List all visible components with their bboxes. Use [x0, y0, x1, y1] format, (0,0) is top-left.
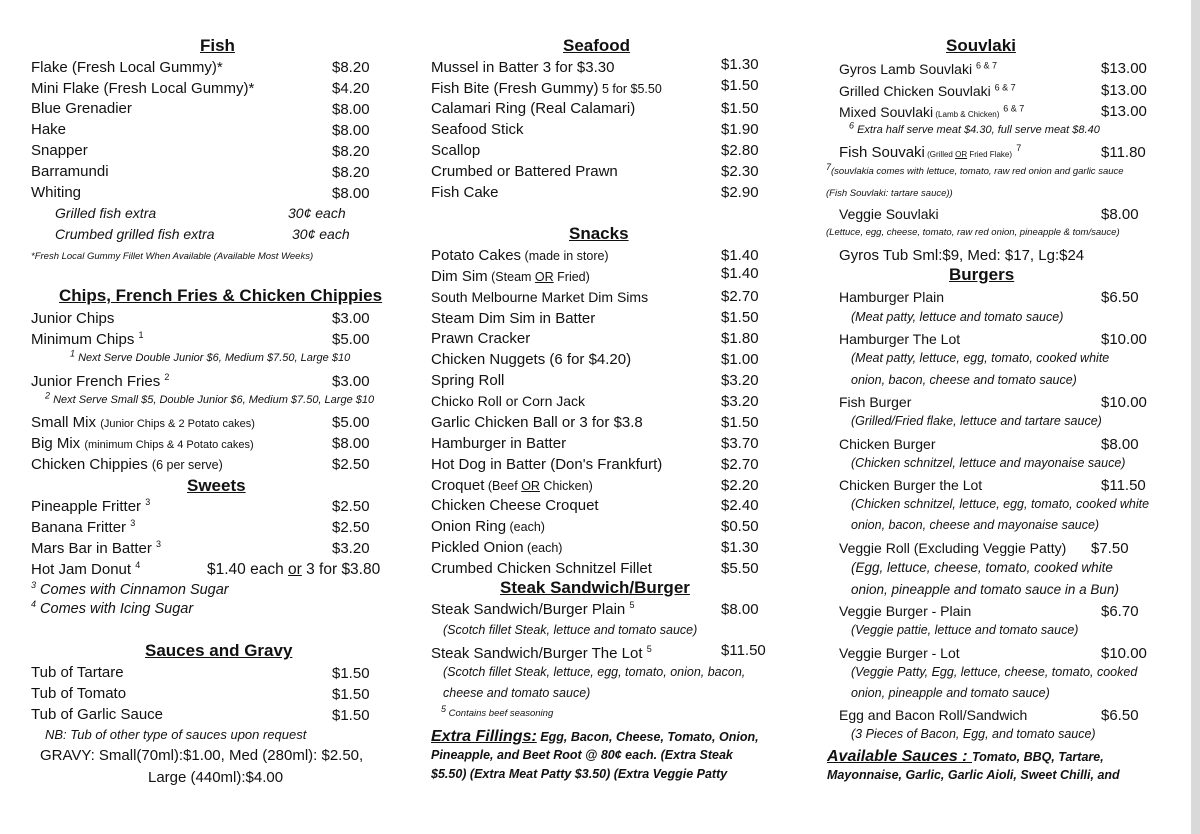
item-tartare: Tub of Tartare	[31, 664, 124, 681]
gyros-tub: Gyros Tub Sml:$9, Med: $17, Lg:$24	[839, 247, 1085, 264]
desc-egg-bacon-roll: (3 Pieces of Bacon, Egg, and tomato sauce)	[851, 727, 1096, 741]
desc-steak-lot-1: (Scotch fillet Steak, lettuce, egg, tomato, onion, bacon,	[443, 665, 746, 679]
fish-heading: Fish	[200, 36, 235, 55]
price-garlic: $1.50	[332, 707, 370, 724]
price-hamburger-lot: $10.00	[1101, 331, 1147, 348]
price-mars-bar: $3.20	[332, 540, 370, 557]
right-border	[1191, 0, 1200, 834]
item-veggie-roll: Veggie Roll (Excluding Veggie Patty)	[839, 540, 1067, 556]
desc-veggie-souvlaki: (Lettuce, egg, cheese, tomato, raw red onion, pineapple & tom/sauce)	[826, 227, 1120, 238]
item-steam-dim-sim: Steam Dim Sim in Batter	[431, 310, 596, 327]
price-jam-donut: $1.40 each or 3 for $3.80	[207, 561, 381, 578]
price-seafood-stick: $1.90	[721, 121, 759, 138]
item-flake: Flake (Fresh Local Gummy)*	[31, 59, 223, 76]
price-steam-dim-sim: $1.50	[721, 309, 759, 326]
price-fish-souvaki: $11.80	[1101, 144, 1146, 161]
item-veggie-burger-lot: Veggie Burger - Lot	[839, 645, 960, 661]
price-veggie-burger-plain: $6.70	[1101, 603, 1139, 620]
item-grilled-extra: Grilled fish extra	[55, 205, 157, 221]
item-chippies: Chicken Chippies (6 per serve)	[31, 456, 223, 473]
item-french-fries: Junior French Fries $^2$	[31, 372, 170, 390]
price-veggie-souvlaki: $8.00	[1101, 206, 1139, 223]
item-veggie-souvlaki: Veggie Souvlaki	[839, 206, 939, 222]
price-grilled-extra: 30¢ each	[288, 205, 346, 221]
item-chicken-burger-lot: Chicken Burger the Lot	[839, 477, 983, 493]
price-potato-cakes: $1.40	[721, 247, 759, 264]
price-whiting: $8.00	[332, 185, 370, 202]
item-hot-dog: Hot Dog in Batter (Don's Frankfurt)	[431, 456, 663, 473]
item-small-mix: Small Mix (Junior Chips & 2 Potato cakes)	[31, 414, 255, 431]
price-hamburger-plain: $6.50	[1101, 289, 1139, 306]
price-schnitzel: $5.50	[721, 560, 759, 577]
available-sauces-line-2: Mayonnaise, Garlic, Garlic Aioli, Sweet Chilli, and	[827, 768, 1120, 782]
item-hamburger-lot: Hamburger The Lot	[839, 331, 961, 347]
price-fish-burger: $10.00	[1101, 394, 1147, 411]
price-cheese-croquet: $2.40	[721, 497, 759, 514]
price-dim-sim: $1.40	[721, 265, 759, 282]
desc-fish-burger: (Grilled/Fried flake, lettuce and tartare sauce)	[851, 414, 1102, 428]
extra-fillings-line-2: Pineapple, and Beet Root @ 80¢ each. (Extra Steak	[431, 748, 733, 762]
price-egg-bacon-roll: $6.50	[1101, 707, 1139, 724]
price-prawn-cracker: $1.80	[721, 330, 759, 347]
price-fish-cake: $2.90	[721, 184, 759, 201]
price-hamburger-batter: $3.70	[721, 435, 759, 452]
steak-heading: Steak Sandwich/Burger	[500, 578, 690, 597]
price-chicken-burger-lot: $11.50	[1101, 477, 1146, 494]
item-pineapple-fritter: Pineapple Fritter $^3$	[31, 497, 151, 515]
item-fish-bite: Fish Bite (Fresh Gummy) 5 for $5.50	[431, 80, 662, 97]
price-barramundi: $8.20	[332, 164, 370, 181]
price-smm-dim-sims: $2.70	[721, 288, 759, 305]
desc-veggie-burger-plain: (Veggie pattie, lettuce and tomato sauce)	[851, 623, 1079, 637]
item-jam-donut: Hot Jam Donut $^4$	[31, 560, 141, 578]
note-7a: $^7$(souvlakia comes with lettuce, tomato, raw red onion and garlic sauce	[826, 161, 1124, 177]
price-prawn: $2.30	[721, 163, 759, 180]
item-banana-fritter: Banana Fritter $^3$	[31, 518, 136, 536]
price-blue-grenadier: $8.00	[332, 101, 370, 118]
price-chicken-burger: $8.00	[1101, 436, 1139, 453]
item-schnitzel: Crumbed Chicken Schnitzel Fillet	[431, 560, 652, 577]
fish-note: *Fresh Local Gummy Fillet When Available (Available Most Weeks)	[31, 251, 314, 262]
price-tomato: $1.50	[332, 686, 370, 703]
desc-chicken-burger-lot-2: onion, bacon, cheese and mayonaise sauce)	[851, 518, 1100, 532]
price-mussel: $1.30	[721, 56, 759, 73]
item-junior-chips: Junior Chips	[31, 310, 115, 327]
price-fish-bite: $1.50	[721, 77, 759, 94]
price-garlic-ball: $1.50	[721, 414, 759, 431]
price-croquet: $2.20	[721, 477, 759, 494]
price-chippies: $2.50	[332, 456, 370, 473]
price-veggie-roll: $7.50	[1091, 540, 1129, 557]
item-barramundi: Barramundi	[31, 163, 109, 180]
item-prawn: Crumbed or Battered Prawn	[431, 163, 618, 180]
price-hot-dog: $2.70	[721, 456, 759, 473]
desc-hamburger-lot-1: (Meat patty, lettuce, egg, tomato, cooked white	[851, 351, 1110, 365]
desc-veggie-burger-lot-1: (Veggie Patty, Egg, lettuce, cheese, tomato, cooked	[851, 665, 1138, 679]
gravy-line-2: Large (440ml):$4.00	[148, 769, 284, 786]
item-crumbed-extra: Crumbed grilled fish extra	[55, 226, 215, 242]
item-calamari: Calamari Ring (Real Calamari)	[431, 100, 636, 117]
price-minimum-chips: $5.00	[332, 331, 370, 348]
price-pineapple-fritter: $2.50	[332, 498, 370, 515]
seafood-heading: Seafood	[563, 36, 631, 55]
item-cheese-croquet: Chicken Cheese Croquet	[431, 497, 599, 514]
available-sauces-line-1: Available Sauces : Tomato, BBQ, Tartare,	[827, 748, 1104, 765]
item-smm-dim-sims: South Melbourne Market Dim Sims	[431, 289, 649, 305]
burgers-heading: Burgers	[949, 265, 1015, 284]
item-scallop: Scallop	[431, 142, 481, 159]
extra-fillings-line-1: Extra Fillings: Egg, Bacon, Cheese, Tomato, Onion,	[431, 728, 759, 745]
price-crumbed-extra: 30¢ each	[292, 226, 350, 242]
chips-heading: Chips, French Fries & Chicken Chippies	[59, 286, 383, 305]
item-minimum-chips: Minimum Chips $^1$	[31, 330, 144, 348]
item-grilled-chicken: Grilled Chicken Souvlaki $^{6 \& 7}$	[839, 82, 1016, 99]
price-calamari: $1.50	[721, 100, 759, 117]
item-hake: Hake	[31, 121, 67, 138]
item-garlic: Tub of Garlic Sauce	[31, 706, 164, 723]
price-tartare: $1.50	[332, 665, 370, 682]
price-big-mix: $8.00	[332, 435, 370, 452]
price-banana-fritter: $2.50	[332, 519, 370, 536]
price-gyros-lamb: $13.00	[1101, 60, 1147, 77]
price-junior-chips: $3.00	[332, 310, 370, 327]
desc-chicken-burger: (Chicken schnitzel, lettuce and mayonaise sauce)	[851, 456, 1126, 470]
item-nuggets: Chicken Nuggets (6 for $4.20)	[431, 351, 632, 368]
item-veggie-burger-plain: Veggie Burger - Plain	[839, 603, 972, 619]
price-snapper: $8.20	[332, 143, 370, 160]
desc-veggie-roll-2: onion, pineapple and tomato sauce in a Bun)	[851, 582, 1119, 597]
price-french-fries: $3.00	[332, 373, 370, 390]
item-prawn-cracker: Prawn Cracker	[431, 330, 531, 347]
souvlaki-heading: Souvlaki	[946, 36, 1016, 55]
sauces-heading: Sauces and Gravy	[145, 641, 293, 660]
price-spring-roll: $3.20	[721, 372, 759, 389]
price-veggie-burger-lot: $10.00	[1101, 645, 1147, 662]
item-fish-burger: Fish Burger	[839, 394, 912, 410]
item-onion-ring: Onion Ring (each)	[431, 518, 545, 535]
price-nuggets: $1.00	[721, 351, 759, 368]
sweets-heading: Sweets	[187, 476, 246, 495]
item-mixed-souvlaki: Mixed Souvlaki (Lamb & Chicken) $^{6 \& 7}$	[839, 103, 1025, 120]
note-5: $^5$ Contains beef seasoning	[441, 703, 554, 719]
price-small-mix: $5.00	[332, 414, 370, 431]
item-hamburger-plain: Hamburger Plain	[839, 289, 945, 305]
item-steak-lot: Steak Sandwich/Burger The Lot $^5$	[431, 644, 652, 662]
item-mussel: Mussel in Batter 3 for $3.30	[431, 59, 615, 76]
desc-steak-plain: (Scotch fillet Steak, lettuce and tomato sauce)	[443, 623, 698, 637]
desc-steak-lot-2: cheese and tomato sauce)	[443, 686, 591, 700]
item-dim-sim: Dim Sim (Steam OR Fried)	[431, 268, 590, 285]
price-hake: $8.00	[332, 122, 370, 139]
item-garlic-ball: Garlic Chicken Ball or 3 for $3.8	[431, 414, 643, 431]
item-spring-roll: Spring Roll	[431, 372, 505, 389]
price-steak-plain: $8.00	[721, 601, 759, 618]
item-snapper: Snapper	[31, 142, 88, 159]
note-6: $^6$ Extra half serve meat $4.30, full serve meat $8.40	[849, 120, 1100, 136]
note-4: $^4$ Comes with Icing Sugar	[31, 599, 194, 617]
item-steak-plain: Steak Sandwich/Burger Plain $^5$	[431, 600, 635, 618]
desc-chicken-burger-lot-1: (Chicken schnitzel, lettuce, egg, tomato, cooked white	[851, 497, 1150, 511]
item-fish-cake: Fish Cake	[431, 184, 499, 201]
sauces-note: NB: Tub of other type of sauces upon request	[45, 727, 307, 742]
note-7b: (Fish Souvlaki: tartare sauce))	[826, 188, 953, 199]
price-mini-flake: $4.20	[332, 80, 370, 97]
price-steak-lot: $11.50	[721, 642, 766, 659]
snacks-heading: Snacks	[569, 224, 629, 243]
item-seafood-stick: Seafood Stick	[431, 121, 524, 138]
price-scallop: $2.80	[721, 142, 759, 159]
note-2: $^2$ Next Serve Small $5, Double Junior $6, Medium $7.50, Large $10	[45, 390, 375, 406]
price-grilled-chicken: $13.00	[1101, 82, 1147, 99]
desc-veggie-roll-1: (Egg, lettuce, cheese, tomato, cooked white	[851, 560, 1113, 575]
desc-veggie-burger-lot-2: onion, pineapple and tomato sauce)	[851, 686, 1050, 700]
item-gyros-lamb: Gyros Lamb Souvlaki $^{6 \& 7}$	[839, 60, 997, 77]
price-mixed-souvlaki: $13.00	[1101, 103, 1147, 120]
note-1: $^1$ Next Serve Double Junior $6, Medium $7.50, Large $10	[70, 348, 351, 364]
item-fish-souvaki: Fish Souvaki (Grilled OR Fried Flake) $^7$	[839, 143, 1022, 161]
item-pickled-onion: Pickled Onion (each)	[431, 539, 563, 556]
item-mars-bar: Mars Bar in Batter $^3$	[31, 539, 162, 557]
item-big-mix: Big Mix (minimum Chips & 4 Potato cakes)	[31, 435, 254, 452]
price-chiko-roll: $3.20	[721, 393, 759, 410]
item-potato-cakes: Potato Cakes (made in store)	[431, 247, 609, 264]
note-3: $^3$ Comes with Cinnamon Sugar	[31, 580, 229, 598]
price-pickled-onion: $1.30	[721, 539, 759, 556]
item-chiko-roll: Chicko Roll or Corn Jack	[431, 393, 586, 409]
item-egg-bacon-roll: Egg and Bacon Roll/Sandwich	[839, 707, 1028, 723]
item-blue-grenadier: Blue Grenadier	[31, 100, 132, 117]
item-tomato: Tub of Tomato	[31, 685, 127, 702]
desc-hamburger-lot-2: onion, bacon, cheese and tomato sauce)	[851, 373, 1077, 387]
price-onion-ring: $0.50	[721, 518, 759, 535]
item-whiting: Whiting	[31, 184, 82, 201]
item-chicken-burger: Chicken Burger	[839, 436, 936, 452]
desc-hamburger-plain: (Meat patty, lettuce and tomato sauce)	[851, 310, 1064, 324]
item-mini-flake: Mini Flake (Fresh Local Gummy)*	[31, 80, 255, 97]
item-hamburger-batter: Hamburger in Batter	[431, 435, 567, 452]
gravy-line-1: GRAVY: Small(70ml):$1.00, Med (280ml): $2.50,	[40, 747, 364, 764]
extra-fillings-line-3: $5.50) (Extra Meat Patty $3.50) (Extra Veggie Patty	[431, 767, 728, 781]
item-croquet: Croquet (Beef OR Chicken)	[431, 477, 593, 494]
price-flake: $8.20	[332, 59, 370, 76]
